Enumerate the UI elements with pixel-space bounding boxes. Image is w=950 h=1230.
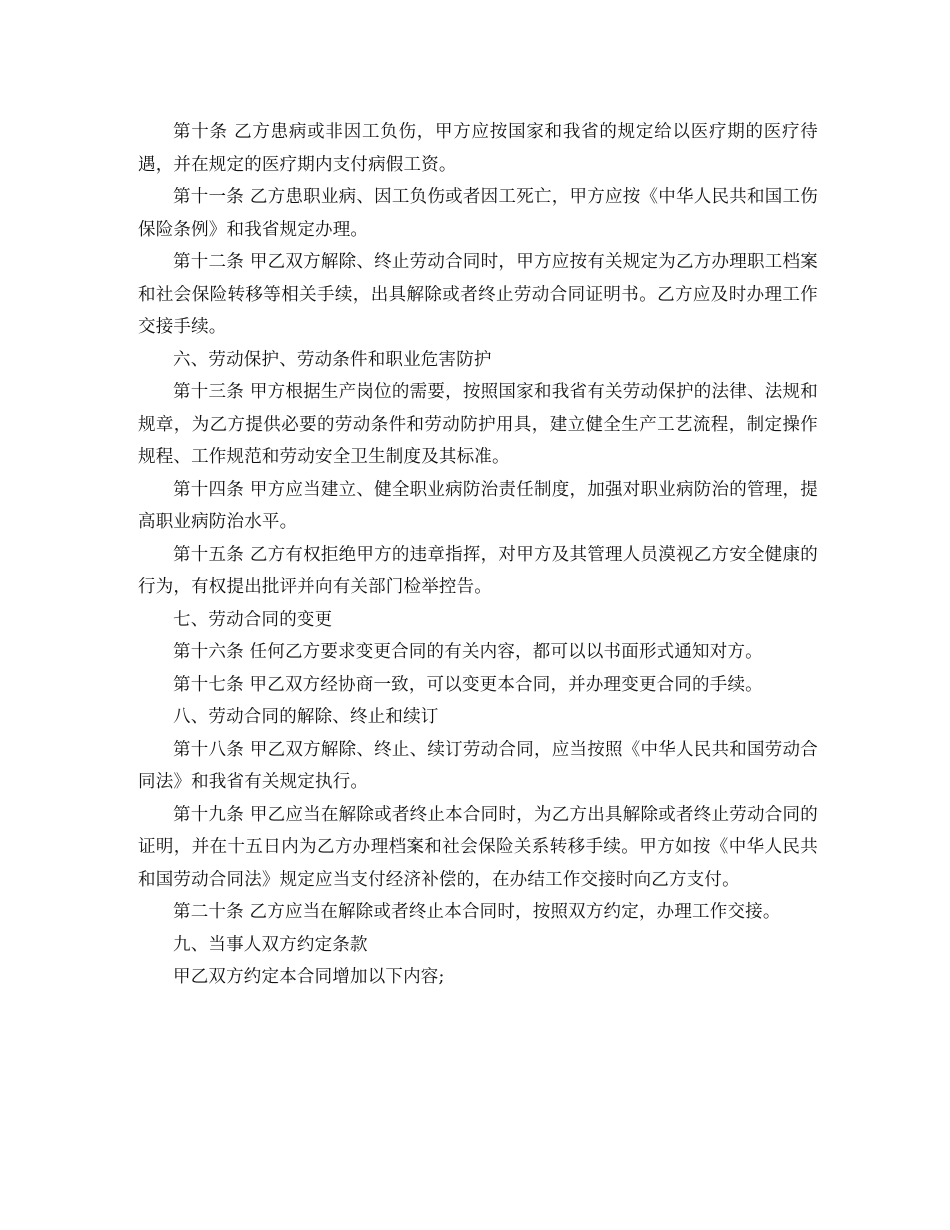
document-body [138,116,818,994]
article-13: 第十三条 甲方根据生产岗位的需要，按照国家和我省有关劳动保护的法律、法规和规章，为乙方提供必要的劳动条件和劳动防护用具，建立健全生产工艺流程，制定操作规程、工作规范和劳动安全卫生制度及其标准。 [138,382,818,467]
article-15: 第十五条 乙方有权拒绝甲方的违章指挥，对甲方及其管理人员漠视乙方安全健康的行为，有权提出批评并向有关部门检举控告。 [138,544,818,597]
article-12: 第十二条 甲乙双方解除、终止劳动合同时，甲方应按有关规定为乙方办理职工档案和社会保险转移等相关手续，出具解除或者终止劳动合同证明书。乙方应及时办理工作交接手续。 [138,252,818,337]
section-heading-8: 八、劳动合同的解除、终止和续订 [173,707,439,727]
article-17: 第十七条 甲乙双方经协商一致，可以变更本合同，并办理变更合同的手续。 [173,674,763,695]
section-heading-6: 六、劳动保护、劳动条件和职业危害防护 [173,349,492,370]
article-11: 第十一条 乙方患职业病、因工负伤或者因工死亡，甲方应按《中华人民共和国工伤保险条例》和我省规定办理。 [138,187,818,240]
article-14: 第十四条 甲方应当建立、健全职业病防治责任制度，加强对职业病防治的管理，提高职业病防治水平。 [138,479,818,532]
article-16: 第十六条 任何乙方要求变更合同的有关内容，都可以以书面形式通知对方。 [173,642,763,662]
article-18: 第十八条 甲乙双方解除、终止、续订劳动合同，应当按照《中华人民共和国劳动合同法》和我省有关规定执行。 [138,739,818,792]
agreed-terms-intro: 甲乙双方约定本合同增加以下内容; [173,967,445,987]
section-heading-7: 七、劳动合同的变更 [173,609,333,630]
article-20: 第二十条 乙方应当在解除或者终止本合同时，按照双方约定，办理工作交接。 [173,902,781,922]
article-10: 第十条 乙方患病或非因工负伤，甲方应按国家和我省的规定给以医疗期的医疗待遇，并在规定的医疗期内支付病假工资。 [138,122,818,175]
section-heading-9: 九、当事人双方约定条款 [173,934,368,955]
article-19: 第十九条 甲乙应当在解除或者终止本合同时，为乙方出具解除或者终止劳动合同的证明，并在十五日内为乙方办理档案和社会保险关系转移手续。甲方如按《中华人民共和国劳动合同法》规定应当支付经济补偿的，在办结工作交接时向乙方支付。 [138,804,818,890]
